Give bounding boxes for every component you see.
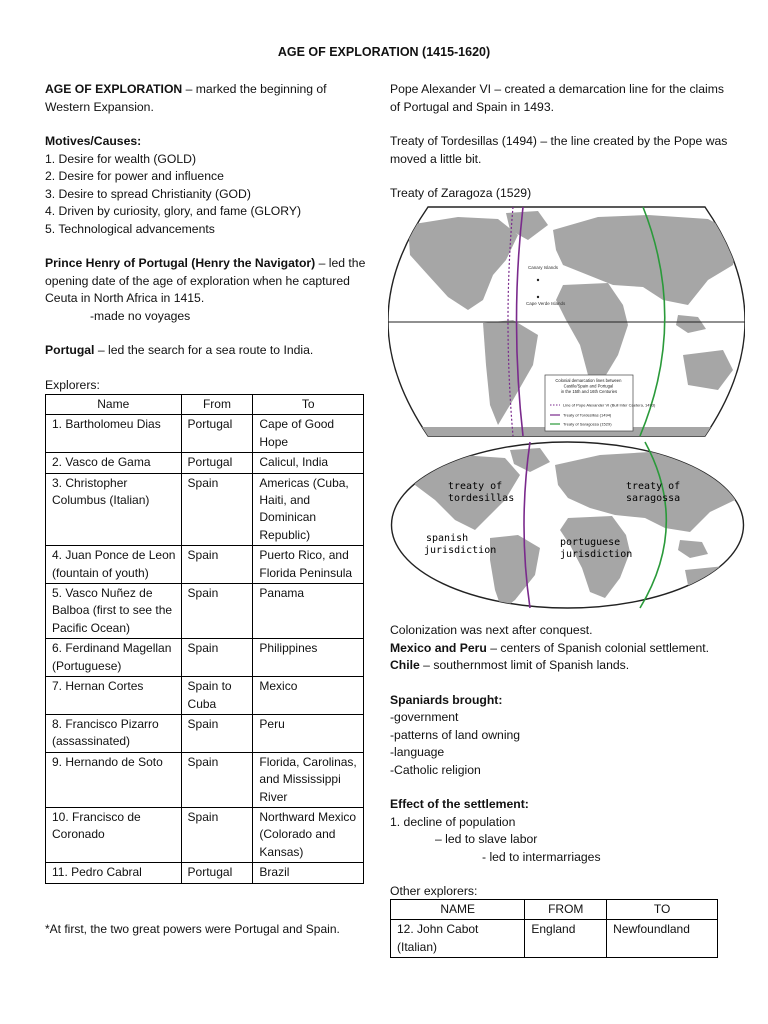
label-treaty-tordesillas-1: treaty of	[448, 481, 503, 492]
chile-text: Chile – southernmost limit of Spanish lands.	[390, 658, 630, 672]
other-explorers-table	[390, 899, 718, 958]
explorers-heading: Explorers:	[45, 377, 100, 392]
header-from: From	[181, 395, 253, 415]
table-header-row	[391, 900, 718, 920]
brought-item: -government	[390, 710, 459, 724]
brought-item: -Catholic religion	[390, 762, 481, 777]
intro-term: AGE OF EXPLORATION	[45, 82, 183, 96]
table-header-row	[46, 395, 364, 415]
label-portuguese-1: portuguese	[560, 537, 621, 548]
label-treaty-saragossa-2: saragossa	[626, 493, 681, 504]
motive-item: 4. Driven by curiosity, glory, and fame (GLORY)	[45, 204, 302, 218]
portugal-paragraph: Portugal – led the search for a sea route to India.	[45, 343, 314, 357]
motives-list	[45, 151, 370, 239]
effect-heading: Effect of the settlement:	[390, 797, 529, 811]
legend-title-line: Colonial demarcation lines between	[555, 378, 622, 383]
table-row: 4. Juan Ponce de Leon (fountain of youth) Spain Puerto Rico, and Florida Peninsula	[46, 546, 364, 584]
table-row: 9. Hernando de Soto Spain Florida, Carolinas, and Mississippi River	[46, 752, 364, 807]
page-title: AGE OF EXPLORATION (1415-1620)	[277, 45, 491, 59]
legend-title-line: in the 15th and 16th Centuries	[560, 389, 618, 394]
effect-item: - led to intermarriages	[482, 849, 601, 864]
right-column-top	[390, 81, 730, 203]
henry-note: -made no voyages	[90, 308, 191, 323]
legend-title	[555, 378, 622, 394]
table-row: 7. Hernan Cortes Spain to Cuba Mexico	[46, 677, 364, 715]
table-row: 12. John Cabot (Italian) England Newfoundland	[391, 920, 718, 958]
header-to: TO	[607, 900, 718, 920]
cape-verde-label: Cape Verde Islands	[526, 301, 566, 306]
table-row: 2. Vasco de Gama Portugal Calicul, India	[46, 453, 364, 473]
motive-item: 2. Desire for power and influence	[45, 169, 224, 183]
legend-item-saragossa: Treaty of Saragossa (1529)	[563, 421, 612, 427]
table-row: 3. Christopher Columbus (Italian) Spain Americas (Cuba, Haiti, and Dominican Republic)	[46, 473, 364, 546]
label-portuguese-2: jurisdiction	[560, 549, 633, 560]
label-treaty-tordesillas-2: tordesillas	[448, 493, 515, 504]
table-row: 5. Vasco Nuñez de Balboa (first to see the Pacific Ocean) Spain Panama	[46, 584, 364, 639]
effect-item: – led to slave labor	[435, 832, 538, 846]
henry-paragraph: Prince Henry of Portugal (Henry the Navigator) – led the opening date of the age of exploration when he captured Ceuta in North Africa in 1415.	[45, 256, 366, 305]
header-to: To	[253, 395, 364, 415]
jurisdiction-map	[390, 440, 745, 610]
table-row: 6. Ferdinand Magellan (Portuguese) Spain Philippines	[46, 639, 364, 677]
legend-item-pope: Line of Pope Alexander VI (Bull Inter Caetera, 1493)	[563, 402, 656, 408]
pope-paragraph: Pope Alexander VI – created a demarcation line for the claims of Portugal and Spain in 1493.	[390, 82, 724, 114]
table-row: 11. Pedro Cabral Portugal Brazil	[46, 863, 364, 883]
legend-title-line: Castile/Spain and Portugal	[563, 383, 614, 389]
header-from: FROM	[525, 900, 607, 920]
intro-paragraph: AGE OF EXPLORATION – marked the beginning of Western Expansion.	[45, 82, 327, 114]
header-name: NAME	[391, 900, 525, 920]
motives-heading: Motives/Causes:	[45, 134, 142, 148]
footnote: *At first, the two great powers were Portugal and Spain.	[45, 922, 340, 936]
header-name: Name	[46, 395, 182, 415]
other-explorers-heading: Other explorers:	[390, 884, 478, 898]
tordesillas-paragraph: Treaty of Tordesillas (1494) – the line created by the Pope was moved a little bit.	[390, 134, 728, 166]
label-spanish-1: spanish	[426, 533, 469, 544]
motive-item: 3. Desire to spread Christianity (GOD)	[45, 186, 251, 201]
demarcation-map	[388, 205, 745, 438]
table-row: 10. Francisco de Coronado Spain Northward Mexico (Colorado and Kansas)	[46, 807, 364, 862]
motive-item: 5. Technological advancements	[45, 221, 215, 236]
table-row: 1. Bartholomeu Dias Portugal Cape of Good Hope	[46, 415, 364, 453]
left-column	[45, 81, 370, 394]
brought-item: -patterns of land owning	[390, 727, 521, 742]
mexico-peru-text: Mexico and Peru – centers of Spanish colonial settlement.	[390, 640, 710, 655]
zaragoza-label: Treaty of Zaragoza (1529)	[390, 186, 532, 200]
legend-item-tordesillas: Treaty of Tordesillas (1494)	[563, 412, 612, 418]
motive-item: 1. Desire for wealth (GOLD)	[45, 151, 197, 166]
explorers-table	[45, 394, 364, 884]
right-column-bottom	[390, 622, 735, 901]
label-treaty-saragossa-1: treaty of	[626, 481, 681, 492]
colonization-text: Colonization was next after conquest.	[390, 623, 593, 637]
effect-item: 1. decline of population	[390, 814, 516, 829]
brought-heading: Spaniards brought:	[390, 692, 503, 707]
label-spanish-2: jurisdiction	[424, 545, 497, 556]
table-row: 8. Francisco Pizarro (assassinated) Spain Peru	[46, 714, 364, 752]
brought-item: -language	[390, 745, 445, 759]
canary-label: Canary Islands	[528, 265, 559, 270]
